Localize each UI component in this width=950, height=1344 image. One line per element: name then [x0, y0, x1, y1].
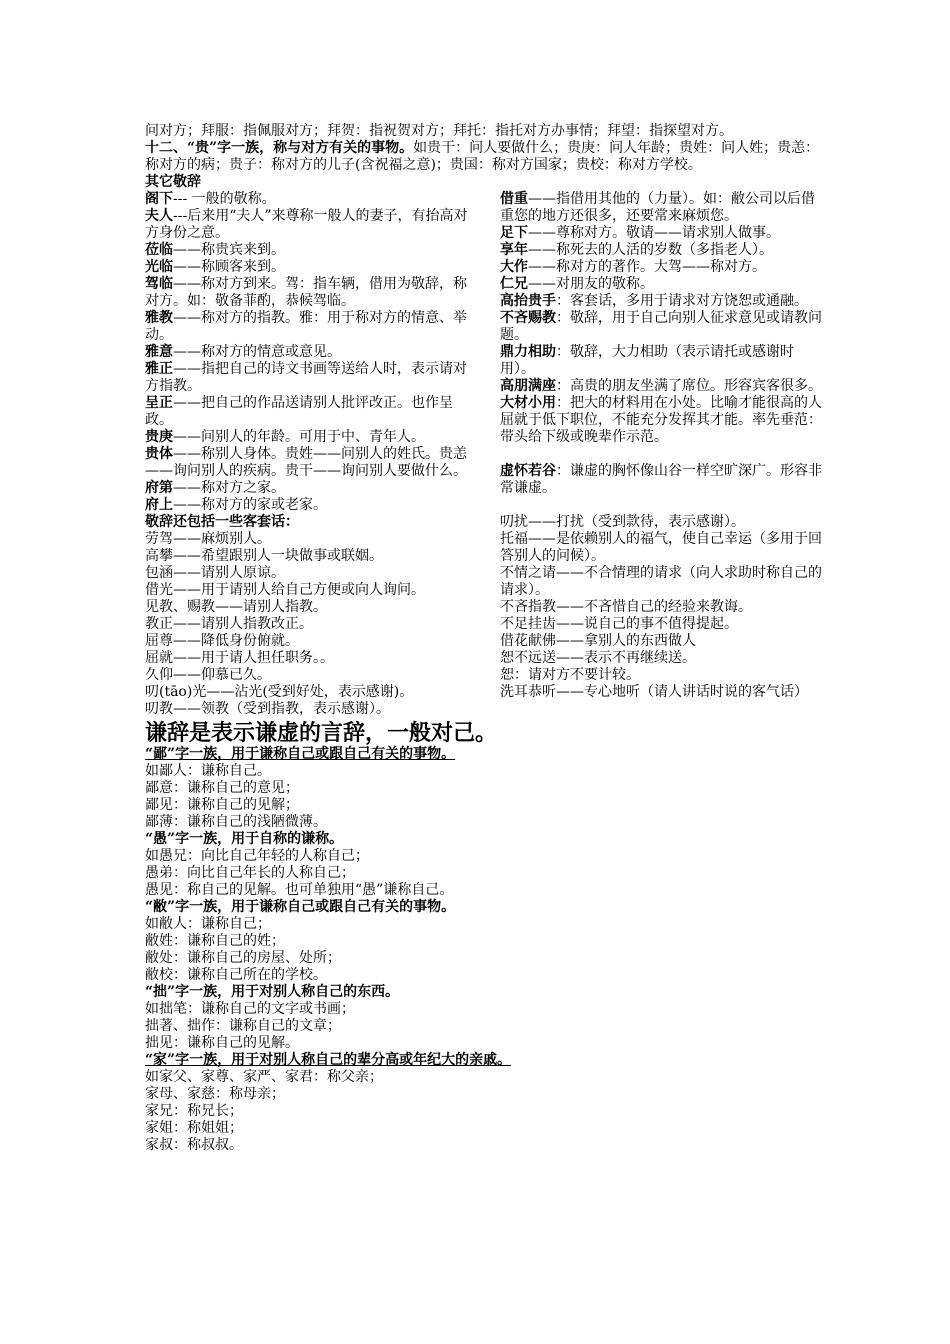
entry — [145, 344, 470, 361]
phrase-line: 屈尊——降低身份俯就。 — [145, 633, 299, 649]
phrase-line: 不情之请——不合情理的请求（向人求助时称自己的请求）。 — [500, 565, 822, 598]
entry-def: ——称对方的家或老家。 — [173, 497, 327, 513]
entry-term: 雅正 — [145, 361, 173, 377]
phrase-line: 久仰——仰慕已久。 — [145, 667, 271, 683]
humble-group-jia — [145, 1052, 825, 1154]
group-line: 如鄙人：谦称自己。 — [145, 763, 271, 779]
phrase-line: 叨扰——打扰（受到款待，表示感谢）。 — [500, 514, 745, 530]
entry-term: 仁兄 — [500, 276, 528, 292]
humble-words-title: 谦辞是表示谦虚的言辞，一般对己。 — [145, 720, 498, 746]
group-line: 愚弟：向比自己年长的人称自己； — [145, 865, 355, 881]
group-line: 家姐：称姐姐； — [145, 1120, 243, 1136]
group-line: 鄙意：谦称自己的意见； — [145, 780, 299, 796]
entry — [500, 395, 825, 446]
entry-term: 驾临 — [145, 276, 173, 292]
entry — [145, 208, 470, 242]
phrase-line: 恕：请对方不要计较。 — [500, 667, 640, 683]
group-line: 家叔：称叔叔。 — [145, 1137, 243, 1153]
entry-def: ——称对方的指教。雅：用于称对方的情意、举动。 — [145, 310, 467, 343]
entry-def: ——把自己的作品送请别人批评改正。也作呈政。 — [145, 395, 453, 428]
entry-term: 光临 — [145, 259, 173, 275]
entry-def: ——称别人身体。贵姓——问别人的姓氏。贵恙——询问别人的疾病。贵干——询问别人要做什么。 — [145, 446, 467, 479]
paragraph-gui — [145, 140, 825, 174]
entry-term: 足下 — [500, 225, 528, 241]
humble-group-bi — [145, 746, 825, 831]
entry-term: 高朋满座 — [500, 378, 556, 394]
entry — [145, 497, 470, 514]
humble-group-zhuo — [145, 984, 825, 1052]
group-line: 敝处：谦称自己的房屋、处所； — [145, 950, 341, 966]
group-line: 如家父、家尊、家严、家君：称父亲； — [145, 1069, 383, 1085]
group-line: 拙著、拙作：谦称自己的文章； — [145, 1018, 341, 1034]
two-column-section — [145, 191, 825, 718]
entry — [500, 259, 825, 276]
entry-def: ：高贵的朋友坐满了席位。形容宾客很多。 — [556, 378, 822, 394]
left-column — [145, 191, 470, 718]
entry — [145, 310, 470, 344]
entry-term: 高抬贵手 — [500, 293, 556, 309]
entry-def: --- 一般的敬称。 — [173, 191, 276, 207]
entry-def: ---后来用“夫人”来尊称一般人的妻子，有抬高对方身份之意。 — [145, 208, 468, 241]
group-line: 家母、家慈：称母亲； — [145, 1086, 285, 1102]
phrase-line: 不吝指教——不吝惜自己的经验来教诲。 — [500, 599, 752, 615]
entry-def: ——称对方之家。 — [173, 480, 285, 496]
phrase-line: 高攀——希望跟别人一块做事或联姻。 — [145, 548, 383, 564]
entry-term: 呈正 — [145, 395, 173, 411]
document-page — [145, 123, 825, 1154]
humble-group-yu — [145, 831, 825, 899]
group-line: 如愚兄：向比自己年轻的人称自己； — [145, 848, 369, 864]
group-line: 如敝人：谦称自己； — [145, 916, 271, 932]
entry — [145, 480, 470, 497]
phrase-line: 叨教——领教（受到指教，表示感谢）。 — [145, 701, 390, 717]
entry — [145, 242, 470, 259]
spacer — [500, 446, 825, 463]
section-heading-gui: 十二、“贵”字一族，称与对方有关的事物。 — [145, 140, 414, 156]
entry-term: 享年 — [500, 242, 528, 258]
phrase-line: 洗耳恭听——专心地听（请人讲话时说的客气话） — [500, 684, 808, 700]
spacer — [500, 497, 825, 514]
group-line: 鄙薄：谦称自己的浅陋微薄。 — [145, 814, 327, 830]
phrase-line: 叨(tāo)光——沾光(受到好处，表示感谢)。 — [145, 684, 414, 700]
entry — [500, 293, 825, 310]
phrase-line: 恕不远送——表示不再继续送。 — [500, 650, 696, 666]
group-heading: “敝”字一族，用于谦称自己或跟自己有关的事物。 — [145, 899, 456, 915]
phrase-line: 不足挂齿——说自己的事不值得提起。 — [500, 616, 738, 632]
entry-term: 夫人 — [145, 208, 173, 224]
entry-def: ——称顾客来到。 — [173, 259, 285, 275]
phrase-line: 借光——用于请别人给自己方便或向人询问。 — [145, 582, 425, 598]
entry-def: ：客套话，多用于请求对方饶恕或通融。 — [556, 293, 808, 309]
right-column — [500, 191, 825, 718]
entry-def: ——称对方的情意或意见。 — [173, 344, 341, 360]
entry-term: 雅教 — [145, 310, 173, 326]
entry-term: 府上 — [145, 497, 173, 513]
section-text-gui: 如贵干：问人要做什么；贵庚：问人年龄；贵姓：问人姓；贵恙：称对方的病；贵子：称对方的儿子(含祝福之意)；贵国：称对方国家；贵校：称对方学校。 — [145, 140, 820, 173]
entry-def: ——称死去的人活的岁数（多指老人）。 — [528, 242, 773, 258]
entry-term: 不吝赐教 — [500, 310, 556, 326]
entry-def: ——对朋友的敬称。 — [528, 276, 654, 292]
entry-term: 大作 — [500, 259, 528, 275]
entry-term: 府第 — [145, 480, 173, 496]
group-line: 愚见：称自己的见解。也可单独用“愚”谦称自己。 — [145, 882, 454, 898]
group-heading: “拙”字一族，用于对别人称自己的东西。 — [145, 984, 400, 1000]
entry — [500, 310, 825, 344]
entry — [145, 191, 470, 208]
entry-def: ——称对方到来。驾：指车辆，借用为敬辞，称对方。如：敬备菲酌，恭候驾临。 — [145, 276, 467, 309]
entry — [500, 463, 825, 497]
entry-def: ：敬辞，用于自己向别人征求意见或请教问题。 — [500, 310, 822, 343]
entry-def: ——问别人的年龄。可用于中、青年人。 — [173, 429, 425, 445]
entry-term: 贵庚 — [145, 429, 173, 445]
entry-def: ：谦虚的胸怀像山谷一样空旷深广。形容非常谦虚。 — [500, 463, 822, 496]
entry-term: 阁下 — [145, 191, 173, 207]
entry — [145, 259, 470, 276]
entry-def: ——称贵宾来到。 — [173, 242, 285, 258]
phrase-line: 见教、赐教——请别人指教。 — [145, 599, 327, 615]
entry-def: ——指借用其他的（力量）。如：敝公司以后借重您的地方还很多，还要常来麻烦您。 — [500, 191, 815, 224]
paragraph-bai: 问对方；拜服：指佩服对方；拜贺：指祝贺对方；拜托：指托对方办事情；拜望：指探望对方。 — [145, 123, 733, 139]
phrase-line: 屈就——用于请人担任职务。。 — [145, 650, 334, 666]
entry — [145, 395, 470, 429]
entry-term: 大材小用 — [500, 395, 556, 411]
entry — [500, 344, 825, 378]
group-line: 敝校：谦称自己所在的学校。 — [145, 967, 327, 983]
group-heading: “愚”字一族，用于自称的谦称。 — [145, 831, 344, 847]
entry — [145, 276, 470, 310]
entry-term: 莅临 — [145, 242, 173, 258]
other-honorifics-title: 其它敬辞 — [145, 174, 201, 190]
entry — [500, 276, 825, 293]
entry — [145, 446, 470, 480]
phrase-line: 托福——是依赖别人的福气，使自己幸运（多用于回答别人的问候）。 — [500, 531, 822, 564]
entry-def: ——指把自己的诗文书画等送给人时，表示请对方指教。 — [145, 361, 467, 394]
entry-term: 雅意 — [145, 344, 173, 360]
group-line: 拙见：谦称自己的见解。 — [145, 1035, 299, 1051]
group-line: 如拙笔：谦称自己的文字或书画； — [145, 1001, 355, 1017]
entry-def: ——称对方的著作。大驾——称对方。 — [528, 259, 766, 275]
phrase-line: 教正——请别人指教改正。 — [145, 616, 313, 632]
phrase-line: 借花献佛——拿别人的东西做人 — [500, 633, 696, 649]
group-heading: “家”字一族，用于对别人称自己的辈分高或年纪大的亲戚。 — [145, 1052, 512, 1068]
entry-term: 鼎力相助 — [500, 344, 556, 360]
entry — [145, 361, 470, 395]
entry-term: 贵体 — [145, 446, 173, 462]
group-heading: “鄙”字一族，用于谦称自己或跟自己有关的事物。 — [145, 746, 456, 762]
pleasantries-title: 敬辞还包括一些客套话： — [145, 514, 299, 530]
entry-term: 借重 — [500, 191, 528, 207]
group-line: 家兄：称兄长； — [145, 1103, 243, 1119]
entry-term: 虚怀若谷 — [500, 463, 556, 479]
entry — [500, 378, 825, 395]
group-line: 鄙见：谦称自己的见解； — [145, 797, 299, 813]
entry-def: ——尊称对方。敬请——请求别人做事。 — [528, 225, 780, 241]
group-line: 敝姓：谦称自己的姓； — [145, 933, 285, 949]
entry — [145, 429, 470, 446]
entry — [500, 242, 825, 259]
entry-def: ：敬辞，大力相助（表示请托或感谢时用）。 — [500, 344, 794, 377]
entry — [500, 191, 825, 225]
phrase-line: 劳驾——麻烦别人。 — [145, 531, 271, 547]
entry-def: ：把大的材料用在小处。比喻才能很高的人屈就于低下职位，不能充分发挥其才能。率先垂范：带头给下级或晚辈作示范。 — [500, 395, 822, 445]
phrase-line: 包涵——请别人原谅。 — [145, 565, 285, 581]
humble-group-bi2 — [145, 899, 825, 984]
entry — [500, 225, 825, 242]
